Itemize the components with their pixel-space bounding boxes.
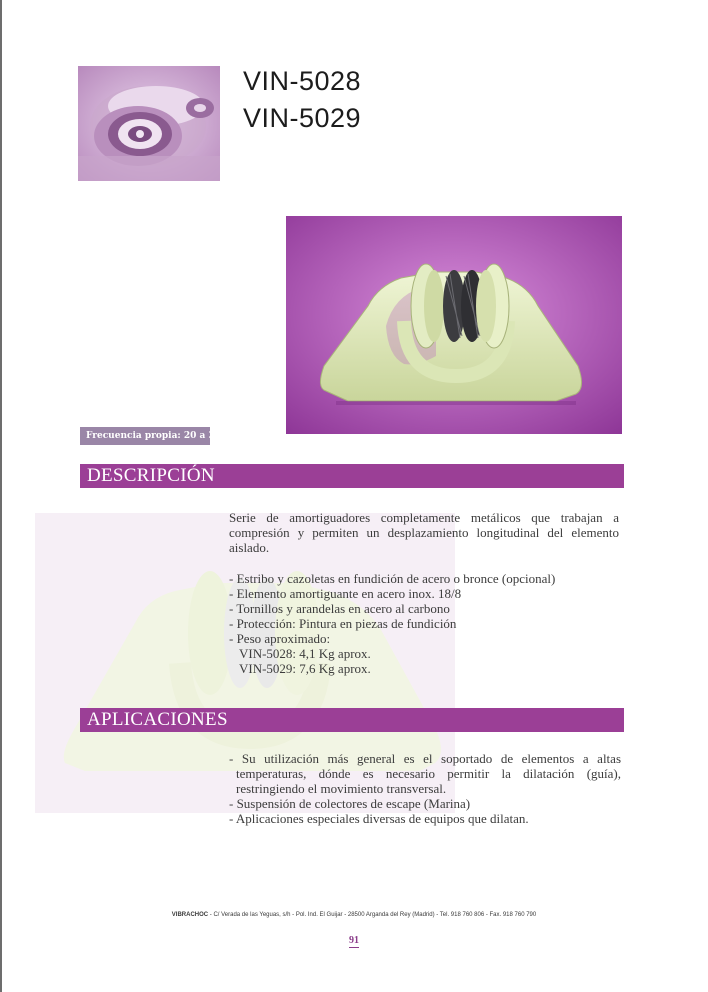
feature-item: - Peso aproximado:	[229, 631, 331, 646]
product-thumbnail-image	[78, 66, 220, 181]
product-photo	[286, 216, 622, 434]
weight-item: VIN-5029: 7,6 Kg aprox.	[239, 661, 371, 676]
description-section-bar	[80, 464, 624, 488]
footer-address: - C/ Verada de las Yeguas, s/h - Pol. Ind. El Guijar - 28500 Arganda del Rey (Madrid) - Tel. 918 760 806 - Fax. 918 760 790	[208, 912, 537, 918]
product-title-1: VIN-5028	[243, 66, 362, 96]
application-item: - Su utilización más general es el soportado de elementos a altas temperaturas, dónde es necesario permitir la dilatación (guía), restringiendo el movimiento transversal.	[229, 751, 621, 796]
applications-heading: APLICACIONES	[87, 709, 228, 730]
feature-list	[229, 571, 619, 676]
page-number: 91	[349, 935, 359, 946]
product-title-2: VIN-5029	[243, 103, 362, 133]
footer-company: VIBRACHOC	[171, 912, 209, 918]
applications-section-bar	[80, 708, 624, 732]
frequency-badge: Frecuencia propia: 20 a 30 Hz	[80, 427, 210, 445]
application-item: - Aplicaciones especiales diversas de equipos que dilatan.	[229, 811, 529, 826]
page-left-border	[0, 0, 2, 992]
feature-item: - Tornillos y arandelas en acero al carbono	[229, 601, 450, 616]
weight-item: VIN-5028: 4,1 Kg aprox.	[239, 646, 371, 661]
application-item: - Suspensión de colectores de escape (Marina)	[229, 796, 471, 811]
description-paragraph: Serie de amortiguadores completamente metálicos que trabajan a compresión y permiten un desplazamiento longitudinal del elemento aislado.	[229, 510, 619, 555]
feature-item: - Elemento amortiguante en acero inox. 18/8	[229, 586, 462, 601]
page-number-container	[0, 935, 708, 946]
feature-item: - Protección: Pintura en piezas de fundición	[229, 616, 457, 631]
feature-item: - Estribo y cazoletas en fundición de acero o bronce (opcional)	[229, 571, 556, 586]
footer-contact	[0, 912, 708, 918]
description-heading: DESCRIPCIÓN	[87, 465, 215, 486]
applications-list	[229, 751, 621, 826]
